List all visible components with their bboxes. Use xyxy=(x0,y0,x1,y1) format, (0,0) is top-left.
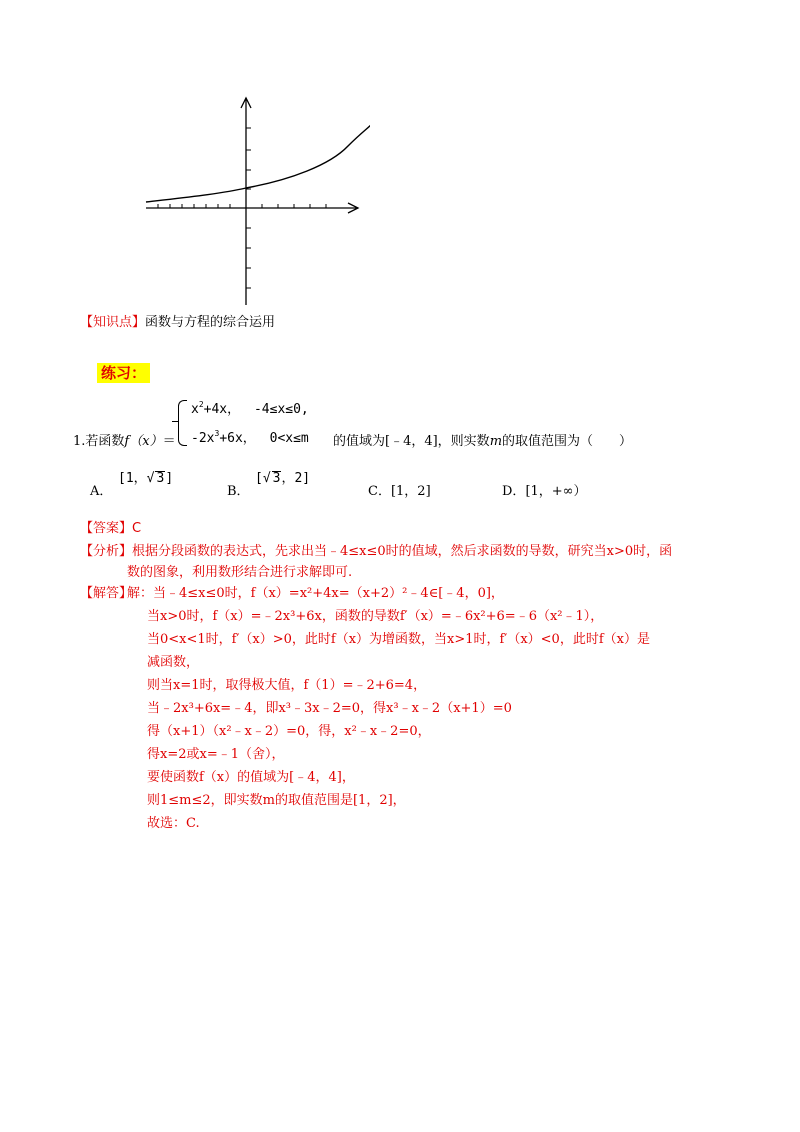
option-a[interactable]: A． xyxy=(90,484,113,499)
solution-line: 得（x+1）（x²﹣x﹣2）=0，得，x²﹣x﹣2=0， xyxy=(147,724,431,739)
solution-line: 故选：C. xyxy=(147,816,200,831)
solution-line: 减函数， xyxy=(147,655,200,670)
piece-2: $-2x^3+6x$， 0<x≤m xyxy=(191,429,309,446)
option-a-value: [1，√ 3] xyxy=(118,471,174,486)
function-graph xyxy=(140,90,370,310)
knowledge-point xyxy=(80,315,275,330)
piece-1-condition: -4≤x≤0, xyxy=(253,402,309,417)
answer-value: C xyxy=(132,521,142,536)
question-suffix: 的值域为[﹣4，4]，则实数m的取值范围为（ ） xyxy=(333,434,633,449)
solution-line: 解：当﹣4≤x≤0时，f（x）=x²+4x=（x+2）²﹣4∈[﹣4，0]， xyxy=(127,586,504,601)
piece-2-condition: 0<x≤m xyxy=(269,431,309,446)
solution-line: 要使函数f（x）的值域为[﹣4，4]， xyxy=(147,770,355,785)
question-prefix: 1.若函数f（x）＝ xyxy=(73,434,176,449)
solution-tag: 【解答】 xyxy=(80,586,133,601)
practice-label: 练习： xyxy=(97,363,150,383)
exponential-curve xyxy=(146,124,370,202)
solution-line: 则当x=1时，取得极大值，f（1）=﹣2+6=4， xyxy=(147,678,427,693)
solution-line: 得x=2或x=﹣1（舍）， xyxy=(147,747,285,762)
piece-1: $x^2+4x$， -4≤x≤0, xyxy=(191,400,309,417)
answer xyxy=(80,521,141,536)
piecewise-brace-tip xyxy=(172,421,179,422)
knowledge-text: 函数与方程的综合运用 xyxy=(145,315,276,330)
solution-line: 当0<x<1时，f′（x）>0，此时f（x）为增函数，当x>1时，f′（x）<0，此时f（x）是 xyxy=(147,632,650,647)
analysis xyxy=(80,544,672,559)
analysis-line-2: 数的图象，利用数形结合进行求解即可. xyxy=(127,565,353,580)
option-b-value: [√ 3，2] xyxy=(255,471,311,486)
analysis-line-1: 根据分段函数的表达式，先求出当﹣4≤x≤0时的值域，然后求函数的导数，研究当x>0时，函 xyxy=(132,544,673,559)
option-c[interactable]: C．[1，2] xyxy=(368,484,431,499)
question-number: 1. xyxy=(73,434,86,449)
solution-line: 当﹣2x³+6x=﹣4，即x³﹣3x﹣2=0，得x³﹣x﹣2（x+1）=0 xyxy=(147,701,512,716)
analysis-tag: 【分析】 xyxy=(80,544,133,559)
answer-tag: 【答案】 xyxy=(80,521,133,536)
piecewise-brace xyxy=(178,400,187,446)
option-b[interactable]: B． xyxy=(227,484,250,499)
option-d[interactable]: D．[1，+∞） xyxy=(502,484,587,499)
solution-line: 则1≤m≤2，即实数m的取值范围是[1，2]， xyxy=(147,793,406,808)
solution-line: 当x>0时，f（x）=﹣2x³+6x，函数的导数f′（x）=﹣6x²+6=﹣6（x²﹣1）， xyxy=(147,609,604,624)
knowledge-tag: 【知识点】 xyxy=(80,315,146,330)
